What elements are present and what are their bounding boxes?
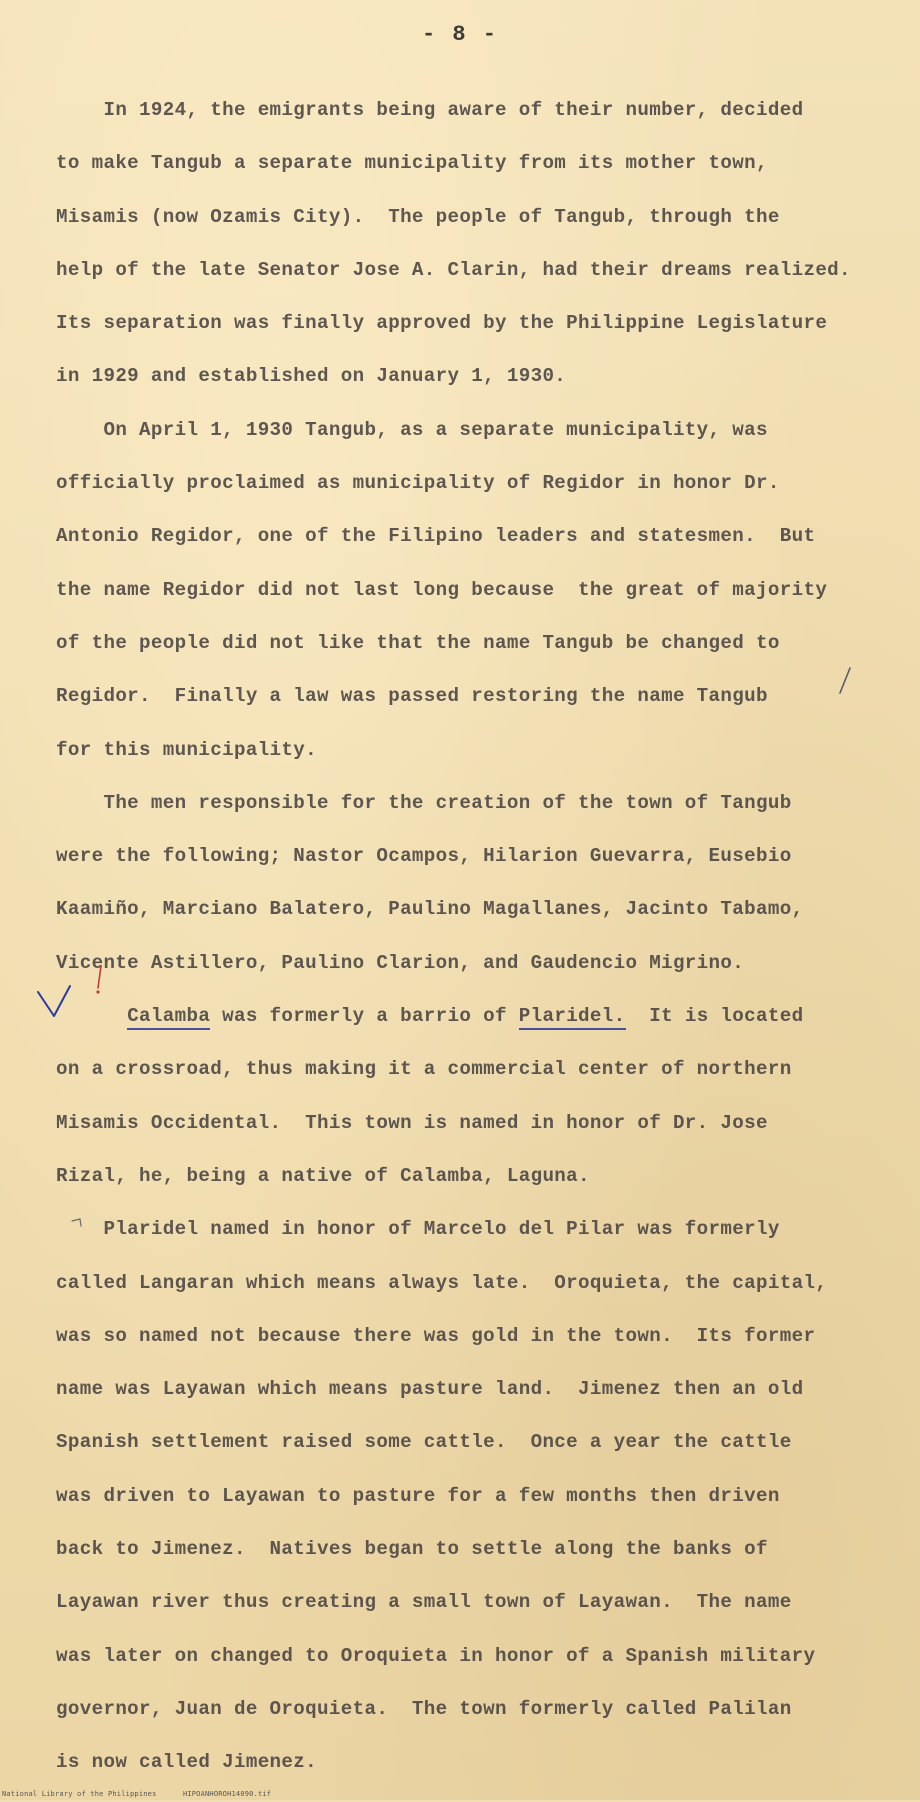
text-line: On April 1, 1930 Tangub, as a separate municipality, was (56, 418, 768, 441)
text-line (56, 1002, 906, 1055)
text-line: In 1924, the emigrants being aware of their number, decided (56, 99, 804, 121)
text-line: on a crossroad, thus making it a commercial center of northern (56, 1058, 792, 1081)
text-line: in 1929 and established on January 1, 1930. (56, 365, 567, 388)
scan-filename: HIPOANHOROH14090.tif (182, 1790, 272, 1798)
text-line: officially proclaimed as municipality of Regidor in honor Dr. (56, 472, 780, 495)
text-line: of the people did not like that the name Tangub be changed to (56, 631, 780, 654)
paragraph-calamba (56, 1002, 906, 1215)
text-line: back to Jimenez. Natives began to settle along the banks of (56, 1538, 768, 1561)
text-line: Misamis Occidental. This town is named in honor of Dr. Jose (56, 1111, 768, 1134)
paragraph-founders (56, 789, 906, 1002)
paragraph-regidor (56, 416, 906, 789)
text-line: The men responsible for the creation of the town of Tangub (56, 791, 792, 814)
text-line: Layawan river thus creating a small town of Layawan. The name (56, 1591, 792, 1614)
text-line: called Langaran which means always late. Oroquieta, the capital, (56, 1271, 828, 1294)
text-line: was later on changed to Oroquieta in honor of a Spanish military (56, 1644, 816, 1667)
text-line: Vicente Astillero, Paulino Clarion, and Gaudencio Migrino. (56, 951, 745, 974)
archive-footer (2, 1790, 293, 1798)
text-line: was so named not because there was gold in the town. Its former (56, 1324, 816, 1347)
text-line: Its separation was finally approved by the Philippine Legislature (56, 312, 828, 335)
text-line: Rizal, he, being a native of Calamba, Laguna. (56, 1164, 590, 1187)
text-line: is now called Jimenez. (56, 1751, 318, 1774)
text-line: Kaamiño, Marciano Balatero, Paulino Magallanes, Jacinto Tabamo, (56, 898, 804, 921)
library-credit: National Library of the Philippines (2, 1790, 157, 1798)
text-line: name was Layawan which means pasture land. Jimenez then an old (56, 1378, 804, 1401)
paragraph-tangub-separation (56, 96, 906, 416)
text-line: Antonio Regidor, one of the Filipino leaders and statesmen. But (56, 525, 816, 548)
text-line: help of the late Senator Jose A. Clarin, had their dreams realized. (56, 258, 851, 281)
text-line: the name Regidor did not last long because the great of majority (56, 578, 828, 601)
line-segment: It is located (625, 1005, 804, 1028)
text-line: for this municipality. (56, 738, 318, 761)
text-line: to make Tangub a separate municipality from its mother town, (56, 152, 768, 175)
paragraph-plaridel-oroquieta (56, 1215, 906, 1801)
line-segment: was formerly a barrio of (210, 1005, 519, 1028)
text-line: were the following; Nastor Ocampos, Hilarion Guevarra, Eusebio (56, 845, 792, 868)
text-line: Regidor. Finally a law was passed restoring the name Tangub (56, 685, 768, 708)
page-number: - 8 - (421, 22, 498, 47)
line-indent (56, 1005, 127, 1027)
underlined-plaridel: Plaridel. (519, 1005, 626, 1030)
text-line: Plaridel named in honor of Marcelo del Pilar was formerly (56, 1218, 780, 1241)
text-line: governor, Juan de Oroquieta. The town formerly called Palilan (56, 1697, 792, 1720)
text-line: Spanish settlement raised some cattle. Once a year the cattle (56, 1431, 792, 1454)
document-body (56, 96, 906, 1802)
underlined-calamba: Calamba (127, 1005, 210, 1030)
text-line: Misamis (now Ozamis City). The people of Tangub, through the (56, 205, 780, 228)
text-line: was driven to Layawan to pasture for a few months then driven (56, 1484, 780, 1507)
